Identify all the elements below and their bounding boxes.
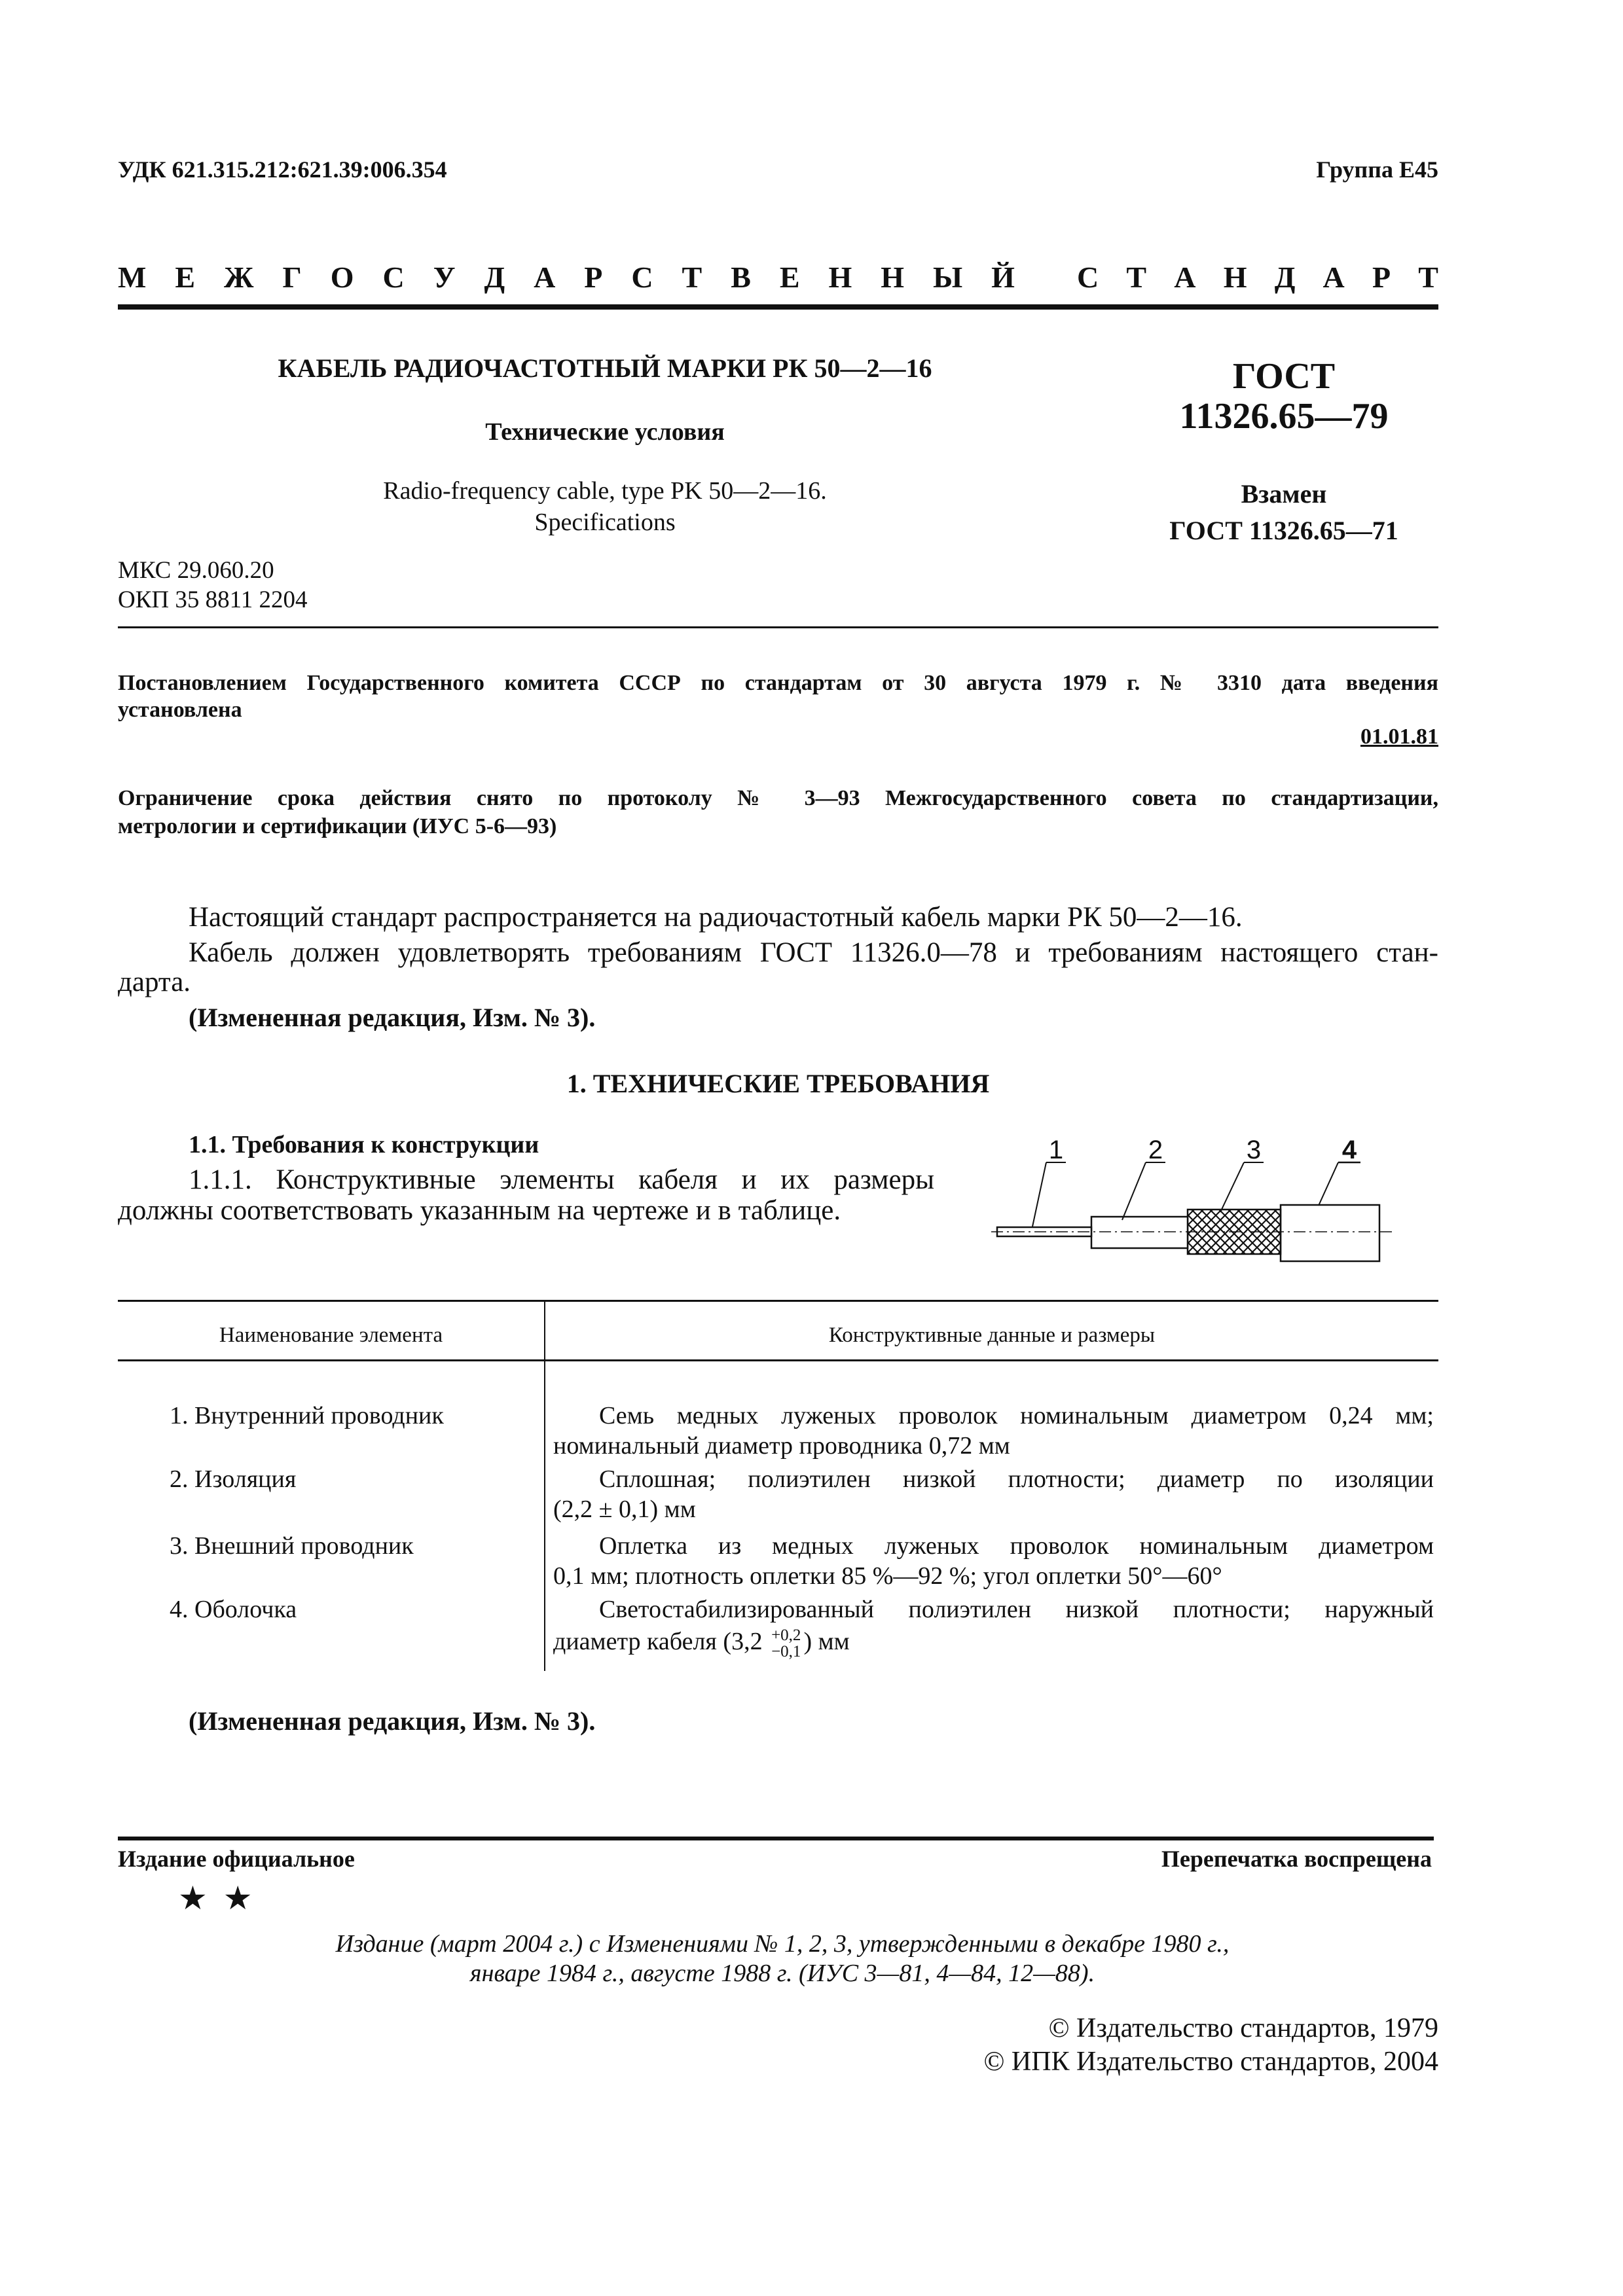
jacket-shape bbox=[1281, 1205, 1379, 1261]
heading-letter: Н bbox=[828, 260, 852, 294]
table-row-1-data-line-1: Семь медных луженых проволок номинальным диаметром 0,24 мм; bbox=[599, 1402, 1434, 1429]
heading-letter: С bbox=[631, 260, 653, 294]
diagram-label-2: 2 bbox=[1148, 1136, 1163, 1164]
official-edition-label: Издание официальное bbox=[118, 1846, 355, 1872]
mks-code: МКС 29.060.20 bbox=[118, 557, 274, 584]
leader-line-1 bbox=[1032, 1162, 1046, 1227]
document-title: КАБЕЛЬ РАДИОЧАСТОТНЫЙ МАРКИ РК 50—2—16 bbox=[278, 353, 932, 383]
restriction-line-1: Ограничение срока действия снято по протоколу № 3—93 Межгосударственного совета по стандартизации, bbox=[118, 786, 1438, 810]
english-title-line-2: Specifications bbox=[534, 509, 676, 536]
restriction-line-2: метрологии и сертификации (ИУС 5-6—93) bbox=[118, 814, 557, 838]
heading-letter: Ы bbox=[933, 260, 963, 294]
tolerance-upper: +0,2 bbox=[771, 1626, 801, 1645]
edition-note-line-2: январе 1984 г., августе 1988 г. (ИУС 3—81, 4—84, 12—88). bbox=[469, 1960, 1095, 1987]
intro-paragraph-2-line-2: дарта. bbox=[118, 967, 191, 997]
table-row-2-data-line-1: Сплошная; полиэтилен низкой плотности; диаметр по изоляции bbox=[599, 1465, 1434, 1493]
leader-line-4 bbox=[1319, 1162, 1338, 1206]
table-column-divider bbox=[544, 1301, 545, 1671]
decree-line-2: установлена bbox=[118, 698, 242, 722]
heading-letter: У bbox=[433, 260, 456, 294]
copyright-line-1: © Издательство стандартов, 1979 bbox=[1048, 2013, 1438, 2043]
table-top-rule bbox=[118, 1300, 1438, 1302]
header-rule-thick bbox=[118, 304, 1438, 310]
heading-letter: Р bbox=[1372, 260, 1391, 294]
heading-letter: Р bbox=[584, 260, 603, 294]
diagram-label-1: 1 bbox=[1048, 1136, 1064, 1164]
heading-letter: С bbox=[1077, 260, 1099, 294]
diagram-label-3: 3 bbox=[1246, 1136, 1262, 1164]
heading-letter: Ж bbox=[224, 260, 254, 294]
stars-mark: ★ ★ bbox=[178, 1879, 255, 1917]
outer-diameter-text: диаметр кабеля (3,2 bbox=[553, 1628, 763, 1655]
heading-letter: Н bbox=[1223, 260, 1247, 294]
standard-type-word-2 bbox=[1077, 261, 1438, 294]
section-1-1-heading: 1.1. Требования к конструкции bbox=[189, 1131, 539, 1158]
heading-letter: Н bbox=[881, 260, 905, 294]
table-row-3-data-line-1: Оплетка из медных луженых проволок номинальным диаметром bbox=[599, 1532, 1434, 1560]
introduction-date bbox=[1178, 723, 1438, 750]
intro-paragraph-2-line-1: Кабель должен удовлетворять требованиям ГОСТ 11326.0—78 и требованиям настоящего стан- bbox=[189, 937, 1438, 968]
intro-paragraph-1: Настоящий стандарт распространяется на радиочастотный кабель марки РК 50—2—16. bbox=[189, 902, 1243, 933]
table-row-2-name: 2. Изоляция bbox=[170, 1465, 297, 1493]
table-row-3-name: 3. Внешний проводник bbox=[170, 1532, 414, 1560]
heading-letter: Е bbox=[779, 260, 800, 294]
amendment-note-1: (Измененная редакция, Изм. № 3). bbox=[189, 1003, 596, 1032]
section-1-heading: 1. ТЕХНИЧЕСКИЕ ТРЕБОВАНИЯ bbox=[566, 1069, 990, 1098]
footer-rule-thick bbox=[118, 1837, 1434, 1840]
heading-letter: В bbox=[731, 260, 751, 294]
table-row-3-data-line-2: 0,1 мм; плотность оплетки 85 %—92 %; угол оплетки 50°—60° bbox=[553, 1562, 1222, 1590]
group-code: Группа Е45 bbox=[1316, 156, 1438, 183]
heading-letter: Т bbox=[1418, 260, 1438, 294]
heading-letter: Г bbox=[282, 260, 302, 294]
document-subtitle: Технические условия bbox=[485, 418, 725, 446]
heading-letter: С bbox=[382, 260, 405, 294]
reprint-prohibited-label: Перепечатка воспрещена bbox=[1161, 1846, 1432, 1872]
replaced-standard: ГОСТ 11326.65—71 bbox=[1169, 516, 1398, 545]
table-row-4-data-line-1: Светостабилизированный полиэтилен низкой плотности; наружный bbox=[599, 1596, 1434, 1623]
table-row-2-data-line-2: (2,2 ± 0,1) мм bbox=[553, 1496, 696, 1523]
clause-1-1-1-line-1: 1.1.1. Конструктивные элементы кабеля и их размеры bbox=[189, 1164, 934, 1195]
table-row-1-name: 1. Внутренний проводник bbox=[170, 1402, 444, 1429]
standard-type-word-1 bbox=[118, 261, 1015, 294]
clause-1-1-1-line-2: должны соответствовать указанным на чертеже и в таблице. bbox=[118, 1195, 841, 1226]
insulation-shape bbox=[1091, 1217, 1188, 1248]
heading-letter: Т bbox=[1126, 260, 1147, 294]
heading-letter: Т bbox=[682, 260, 702, 294]
replaces-label: Взамен bbox=[1241, 479, 1327, 509]
gost-number: 11326.65—79 bbox=[1179, 396, 1389, 437]
heading-letter: Й bbox=[991, 260, 1015, 294]
english-title-line-1: Radio-frequency cable, type PK 50—2—16. bbox=[383, 477, 827, 505]
copyright-line-2: © ИПК Издательство стандартов, 2004 bbox=[983, 2047, 1438, 2077]
table-row-4-data-line-2 bbox=[553, 1623, 850, 1660]
heading-letter: О bbox=[330, 260, 354, 294]
heading-letter: А bbox=[534, 260, 556, 294]
table-row-1-data-line-2: номинальный диаметр проводника 0,72 мм bbox=[553, 1432, 1010, 1460]
header-rule-thin bbox=[118, 626, 1438, 628]
diagram-label-4: 4 bbox=[1341, 1136, 1357, 1164]
diameter-tolerance bbox=[771, 1627, 801, 1660]
leader-line-2 bbox=[1122, 1162, 1146, 1220]
heading-letter: Д bbox=[484, 260, 505, 294]
table-header-rule bbox=[118, 1359, 1438, 1361]
heading-letter: Е bbox=[175, 260, 196, 294]
amendment-note-2: (Измененная редакция, Изм. № 3). bbox=[189, 1706, 596, 1736]
gost-label: ГОСТ bbox=[1232, 356, 1336, 397]
heading-letter: А bbox=[1174, 260, 1196, 294]
udk-code: УДК 621.315.212:621.39:006.354 bbox=[118, 156, 447, 183]
leader-line-3 bbox=[1220, 1162, 1244, 1212]
outer-diameter-unit: ) мм bbox=[803, 1628, 850, 1655]
tolerance-lower: −0,1 bbox=[771, 1643, 801, 1661]
decree-line-1: Постановлением Государственного комитета СССР по стандартам от 30 августа 1979 г. № 3310 дата введения bbox=[118, 671, 1438, 695]
edition-note-line-1: Издание (март 2004 г.) с Изменениями № 1, 2, 3, утвержденными в декабре 1980 г., bbox=[335, 1930, 1230, 1958]
table-header-construction-data: Конструктивные данные и размеры bbox=[828, 1323, 1156, 1347]
heading-letter: А bbox=[1322, 260, 1345, 294]
table-row-4-name: 4. Оболочка bbox=[170, 1596, 297, 1623]
okp-code: ОКП 35 8811 2204 bbox=[118, 586, 308, 613]
table-header-element-name: Наименование элемента bbox=[219, 1323, 443, 1347]
heading-letter: М bbox=[118, 260, 147, 294]
heading-letter: Д bbox=[1274, 260, 1296, 294]
introduction-date-text: 01.01.81 bbox=[1360, 725, 1438, 749]
cable-construction-drawing bbox=[991, 1128, 1397, 1268]
